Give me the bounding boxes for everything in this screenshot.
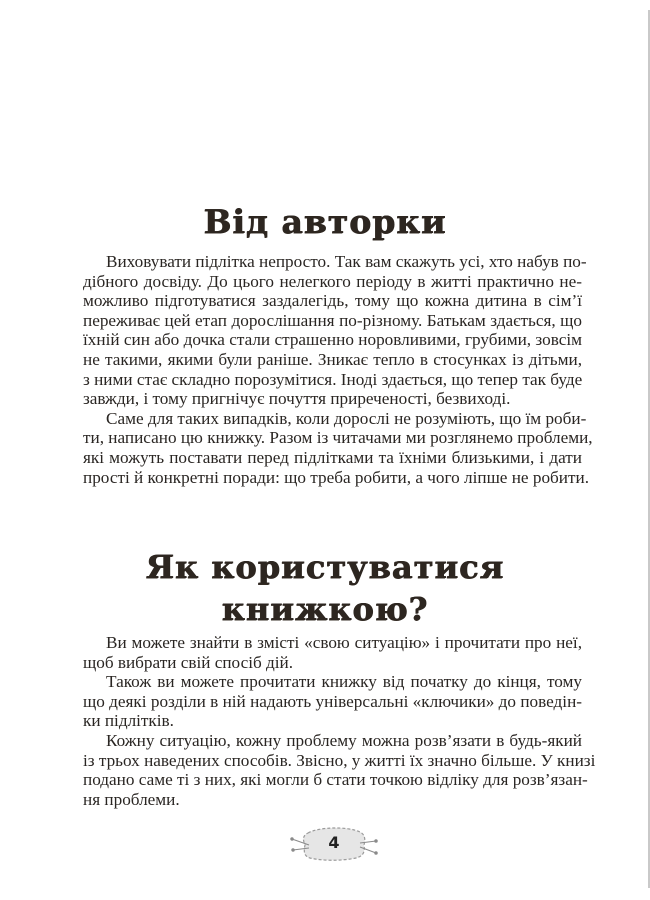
page-number: 4 <box>328 833 340 852</box>
section-title-line: книжкою? <box>221 590 429 628</box>
paragraph-line: щоб вибрати свій спосіб дій. <box>83 652 294 672</box>
paragraph-line: можливо підготуватися заздалегідь, тому що кожна дитина в сім’ї <box>83 291 582 311</box>
paragraph-line: із трьох наведених способів. Звісно, у житті їх значно більше. У книзі <box>83 750 596 770</box>
paragraph-line: дібного досвіду. До цього нелегкого періоду в житті практично не- <box>83 271 582 291</box>
paragraph-line: Ви можете знайти в змісті «свою ситуацію» і прочитати про неї, <box>106 633 582 652</box>
paragraph-line: Виховувати підлітка непросто. Так вам скажуть усі, хто набув по- <box>106 252 587 271</box>
paragraph-line: Кожну ситуацію, кожну проблему можна розв’язати в будь-який <box>106 730 582 750</box>
paragraph-line: ки підлітків. <box>83 711 174 731</box>
paragraph-line: завжди, і тому пригнічує почуття приреченості, безвиході. <box>83 389 511 409</box>
paragraph-line: подано саме ті з них, які могли б стати точкою відліку для розв’язан- <box>83 770 588 790</box>
section-body-from-author <box>83 252 593 487</box>
section-title-line: Як користуватися <box>145 548 505 586</box>
section-title-from-author: Від авторки <box>203 202 447 241</box>
paragraph-line: Також ви можете прочитати книжку від початку до кінця, тому <box>106 672 582 692</box>
paragraph-line: їхній син або дочка стали страшенно норовливими, грубими, зовсім <box>83 330 582 350</box>
page-number-badge <box>290 823 378 863</box>
paragraph-line: прості й конкретні поради: що треба робити, а чого ліпше не робити. <box>83 467 589 487</box>
paragraph-line: не такими, якими були раніше. Зникає тепло в стосунках із дітьми, <box>83 349 582 369</box>
paragraph-line: Саме для таких випадків, коли дорослі не розуміють, що їм роби- <box>106 408 587 428</box>
paragraph-line: ня проблеми. <box>83 789 180 809</box>
paragraph-line: переживає цей етап дорослішання по-різному. Батькам здається, що <box>83 310 582 330</box>
paragraph-line: які можуть поставати перед підлітками та їхніми близькими, і дати <box>83 447 582 467</box>
section-body-how-to-use <box>83 633 596 809</box>
paragraph-line: ти, написано цю книжку. Разом із читачами ми розглянемо проблеми, <box>83 428 593 448</box>
section-title-how-to-use <box>0 546 650 630</box>
paragraph-line: що деякі розділи в ній надають універсальні «ключики» до поведін- <box>83 691 582 711</box>
paragraph-line: з ними стає складно порозумітися. Іноді здається, що тепер так буде <box>83 369 583 389</box>
